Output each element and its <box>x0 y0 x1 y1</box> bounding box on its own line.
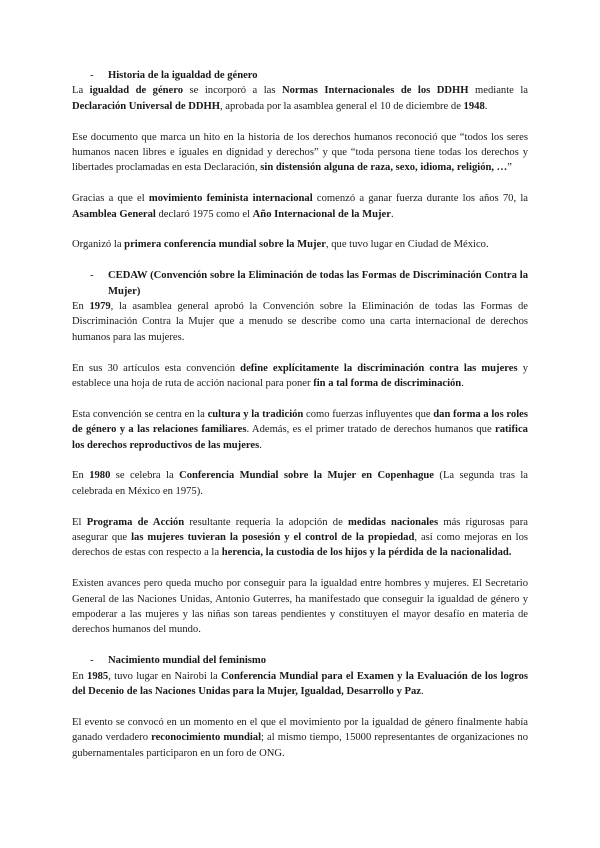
bold-text: dan forma a los roles de género y a las relaciones familiares <box>72 408 528 436</box>
paragraph <box>72 576 528 638</box>
bold-text: Normas Internacionales de los DDHH <box>281 85 469 97</box>
text-run: El evento se convocó en un momento en el que el movimiento por la igualdad de género finalmente había ganado verdadero <box>72 716 528 744</box>
paragraph <box>72 468 528 499</box>
text-run: se celebra la <box>110 470 180 482</box>
section-heading-text: Historia de la igualdad de género <box>108 70 258 81</box>
paragraph <box>72 361 528 392</box>
bold-text: movimiento feminista internacional <box>148 193 313 205</box>
text-run: . <box>390 208 394 220</box>
list-dash: - <box>90 655 94 667</box>
text-run: En <box>72 301 90 313</box>
section-heading <box>72 268 528 299</box>
paragraph <box>72 191 528 222</box>
section-heading-text: CEDAW (Convención sobre la Eliminación de todas las Formas de Discriminación Contra la Mujer) <box>108 270 528 297</box>
bold-text: Año Internacional de la Mujer <box>252 208 391 220</box>
text-run: , que tuvo lugar en Ciudad de México. <box>325 239 489 251</box>
bold-text: cultura y la tradición <box>207 408 304 420</box>
paragraph <box>72 715 528 761</box>
bold-text: define explícitamente la discriminación contra las mujeres <box>240 362 518 374</box>
text-run: . <box>484 100 488 112</box>
text-run: se incorporó a las <box>183 85 282 97</box>
text-run: . <box>421 686 424 698</box>
bold-text: medidas nacionales <box>348 516 439 528</box>
text-run: . <box>461 378 464 390</box>
section-heading-text: Nacimiento mundial del feminismo <box>108 655 267 667</box>
text-run: resultante requería la adopción de <box>184 516 349 528</box>
text-run: mediante la <box>468 85 528 97</box>
text-run: , así como mejoras en los derechos de estas con respecto a la <box>72 532 528 559</box>
bold-text: ratifica los derechos reproductivos de las mujeres <box>72 424 528 451</box>
bold-text: herencia, la custodia de los hijos y la pérdida de la nacionalidad. <box>221 547 512 559</box>
bold-text: 1985 <box>87 670 109 682</box>
text-run: En <box>72 470 90 482</box>
text-run: declaró 1975 como el <box>155 208 253 220</box>
bold-text: sin distensión alguna de raza, sexo, idioma, religión, … <box>260 162 508 174</box>
paragraph <box>72 407 528 453</box>
bold-text: fin a tal forma de discriminación <box>313 378 462 390</box>
text-run: y establece una hoja de ruta de acción nacional para poner <box>72 362 529 390</box>
text-run: El <box>72 516 87 528</box>
section-heading <box>72 653 528 668</box>
bold-text: las mujeres tuvieran la posesión y el control de la propiedad <box>131 532 415 544</box>
text-run: Existen avances pero queda mucho por conseguir para la igualdad entre hombres y mujeres. El Secretario General de las Naciones Unidas, Antonio Guterres, ha manifestado que conseguir la igualdad de género y empoderar a las mujeres y las niñas son tareas pendientes y constituyen el mayor desafío en materia de derechos humanos del mundo. <box>72 578 528 636</box>
bold-text: Programa de Acción <box>86 516 185 528</box>
text-run: Organizó la <box>72 239 125 251</box>
list-dash: - <box>90 70 94 81</box>
bold-text: Asamblea General <box>72 208 156 220</box>
list-dash: - <box>90 270 94 282</box>
bold-text: Conferencia Mundial para el Examen y la Evaluación de los logros del Decenio de las Naciones Unidas para la Mujer, Igualdad, Desarrollo y Paz <box>72 670 528 698</box>
text-run: ; al mismo tiempo, 15000 representantes de organizaciones no gubernamentales participaron en un foro de ONG. <box>72 732 528 759</box>
bold-text: 1979 <box>89 301 111 313</box>
paragraph <box>72 669 528 700</box>
bold-text: 1980 <box>89 470 111 482</box>
text-run: . <box>259 439 262 451</box>
bold-text: reconocimiento mundial <box>151 732 262 744</box>
text-run: Gracias a que el <box>72 193 149 205</box>
section-heading <box>72 68 528 83</box>
text-run: , tuvo lugar en Nairobi la <box>108 670 221 682</box>
text-run: (La segunda tras la celebrada en México en 1975). <box>72 470 528 497</box>
bold-text: 1948 <box>463 100 485 112</box>
paragraph <box>72 515 528 561</box>
text-run: comenzó a ganar fuerza durante los años 70, la <box>312 193 528 205</box>
bold-text: Declaración Universal de DDHH <box>72 100 220 112</box>
text-run: En sus 30 artículos esta convención <box>72 362 241 374</box>
text-run: más rigurosas para asegurar que <box>72 516 528 544</box>
paragraph <box>72 237 528 252</box>
text-run: , la asamblea general aprobó la Convención sobre la Eliminación de todas las Formas de Discriminación Contra la Mujer que a menudo se describe como una carta internacional de derechos humanos para las mujeres. <box>72 301 528 343</box>
text-run: La <box>72 85 90 97</box>
text-run: Esta convención se centra en la <box>72 408 208 420</box>
text-run: ” <box>507 162 512 174</box>
text-run: , aprobada por la asamblea general el 10 de diciembre de <box>220 100 464 112</box>
text-run: . Además, es el primer tratado de derechos humanos que <box>246 424 496 436</box>
paragraph <box>72 130 528 176</box>
bold-text: igualdad de género <box>89 85 184 97</box>
text-run: Ese documento que marca un hito en la historia de los derechos humanos reconoció que “todos los seres humanos nacen libres e iguales en dignidad y derechos” y que “toda persona tiene todas los derechos y libertades proclamadas en esta Declaración, <box>72 131 528 174</box>
text-run: En <box>72 670 88 682</box>
text-run: como fuerzas influyentes que <box>303 408 434 420</box>
paragraph <box>72 83 528 114</box>
bold-text: primera conferencia mundial sobre la Mujer <box>124 239 326 251</box>
bold-text: Conferencia Mundial sobre la Mujer en Copenhague <box>179 470 434 482</box>
paragraph <box>72 299 528 345</box>
